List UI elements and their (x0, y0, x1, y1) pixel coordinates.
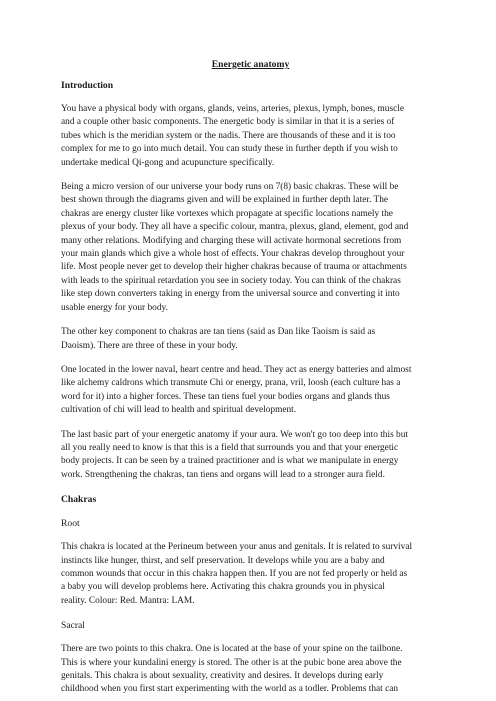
text-line: instincts like hunger, thirst, and self preservation. It develops while you are a baby and (61, 555, 385, 566)
text-line: childhood when you first start experimenting with the world as a todler. Problems that can (61, 684, 399, 695)
text-line: common wounds that occur in this chakra happen then. If you are not fed properly or held as (61, 568, 408, 579)
text-line: a baby you will develop problems here. Activating this chakra grounds you in physical (61, 582, 385, 593)
text-line: genitals. This chakra is about sexuality, creativity and desires. It develops during early (61, 671, 384, 681)
text-line: all you really need to know is that this is a field that surrounds you and that your energetic (61, 442, 399, 453)
text-line: The other key component to chakras are tan tiens (said as Dan like Taoism is said as (61, 327, 376, 338)
text-line: body projects. It can be seen by a trained practitioner and is what we manipulate in energy (61, 456, 399, 467)
text-line: best shown through the diagrams given and will be explained in further depth later. The (61, 195, 389, 206)
text-line: One located in the lower naval, heart centre and head. They act as energy batteries and almost (61, 364, 412, 375)
text-line: This is where your kundalini energy is stored. The other is at the pubic bone area above the (61, 657, 402, 668)
text-line: plexus of your body. They all have a specific colour, mantra, plexus, gland, element, god and (61, 222, 409, 233)
text-line: There are two points to this chakra. One is located at the base of your spine on the tailbone. (61, 644, 403, 655)
text-line: like step down converters taking in energy from the universal source and converting it into (61, 289, 400, 300)
text-line: with leads to the spiritual retardation you see in society today. You can think of the chakras (61, 275, 401, 286)
introduction-heading: Introduction (61, 80, 114, 91)
text-line: work. Strengthening the chakras, tan tiens and organs will lead to a stronger aura field. (61, 469, 385, 480)
page-title: Energetic anatomy (211, 59, 290, 70)
intro-paragraph-2 (61, 181, 440, 315)
text-line: Daoism). There are three of these in your body. (61, 340, 238, 351)
root-subheading: Root (61, 518, 80, 530)
text-line: word for it) into a higher forces. These tan tiens fuel your bodies organs and glands thus (61, 391, 390, 402)
text-line: many other relations. Modifying and charging these will activate hormonal secretions from (61, 235, 402, 246)
text-line: Being a micro version of our universe your body runs on 7(8) basic chakras. These will be (61, 182, 399, 193)
root-paragraph (61, 541, 440, 608)
sacral-paragraph (61, 643, 440, 697)
text-line: your main glands which give a whole host of effects. Your chakras develop throughout your (61, 249, 405, 260)
text-line: and a couple other basic components. The energetic body is similar in that it is a series of (61, 117, 395, 128)
text-line: The last basic part of your energetic anatomy if your aura. We won't go too deep into this but (61, 429, 408, 440)
intro-paragraph-1 (61, 103, 440, 170)
text-line: undertake medical Qi-gong and acupuncture specifically. (61, 157, 275, 168)
text-line: chakras are energy cluster like vortexes which propagate at specific locations namely the (61, 208, 393, 219)
sacral-subheading: Sacral (61, 620, 85, 632)
text-line: like alchemy caldrons which transmute Chi or energy, prana, vril, loosh (each culture has a (61, 378, 401, 389)
intro-paragraph-5 (61, 429, 440, 483)
intro-paragraph-4 (61, 364, 440, 418)
text-line: complex for me to go into much detail. You can study these in further depth if you wish to (61, 144, 398, 155)
text-line: life. Most people never get to develop their higher chakras because of trauma or attachments (61, 262, 407, 273)
text-line: This chakra is located at the Perineum between your anus and genitals. It is related to survival (61, 542, 413, 553)
text-line: tubes which is the meridian system or the nadis. There are thousands of these and it is too (61, 130, 396, 141)
text-line: cultivation of chi will lead to health and spiritual development. (61, 405, 297, 416)
text-line: reality. Colour: Red. Mantra: LAM. (61, 595, 195, 606)
chakras-heading: Chakras (61, 494, 97, 506)
text-line: usable energy for your body. (61, 302, 168, 313)
intro-paragraph-3 (61, 326, 440, 353)
text-line: You have a physical body with organs, glands, veins, arteries, plexus, lymph, bones, muscle (61, 104, 404, 114)
